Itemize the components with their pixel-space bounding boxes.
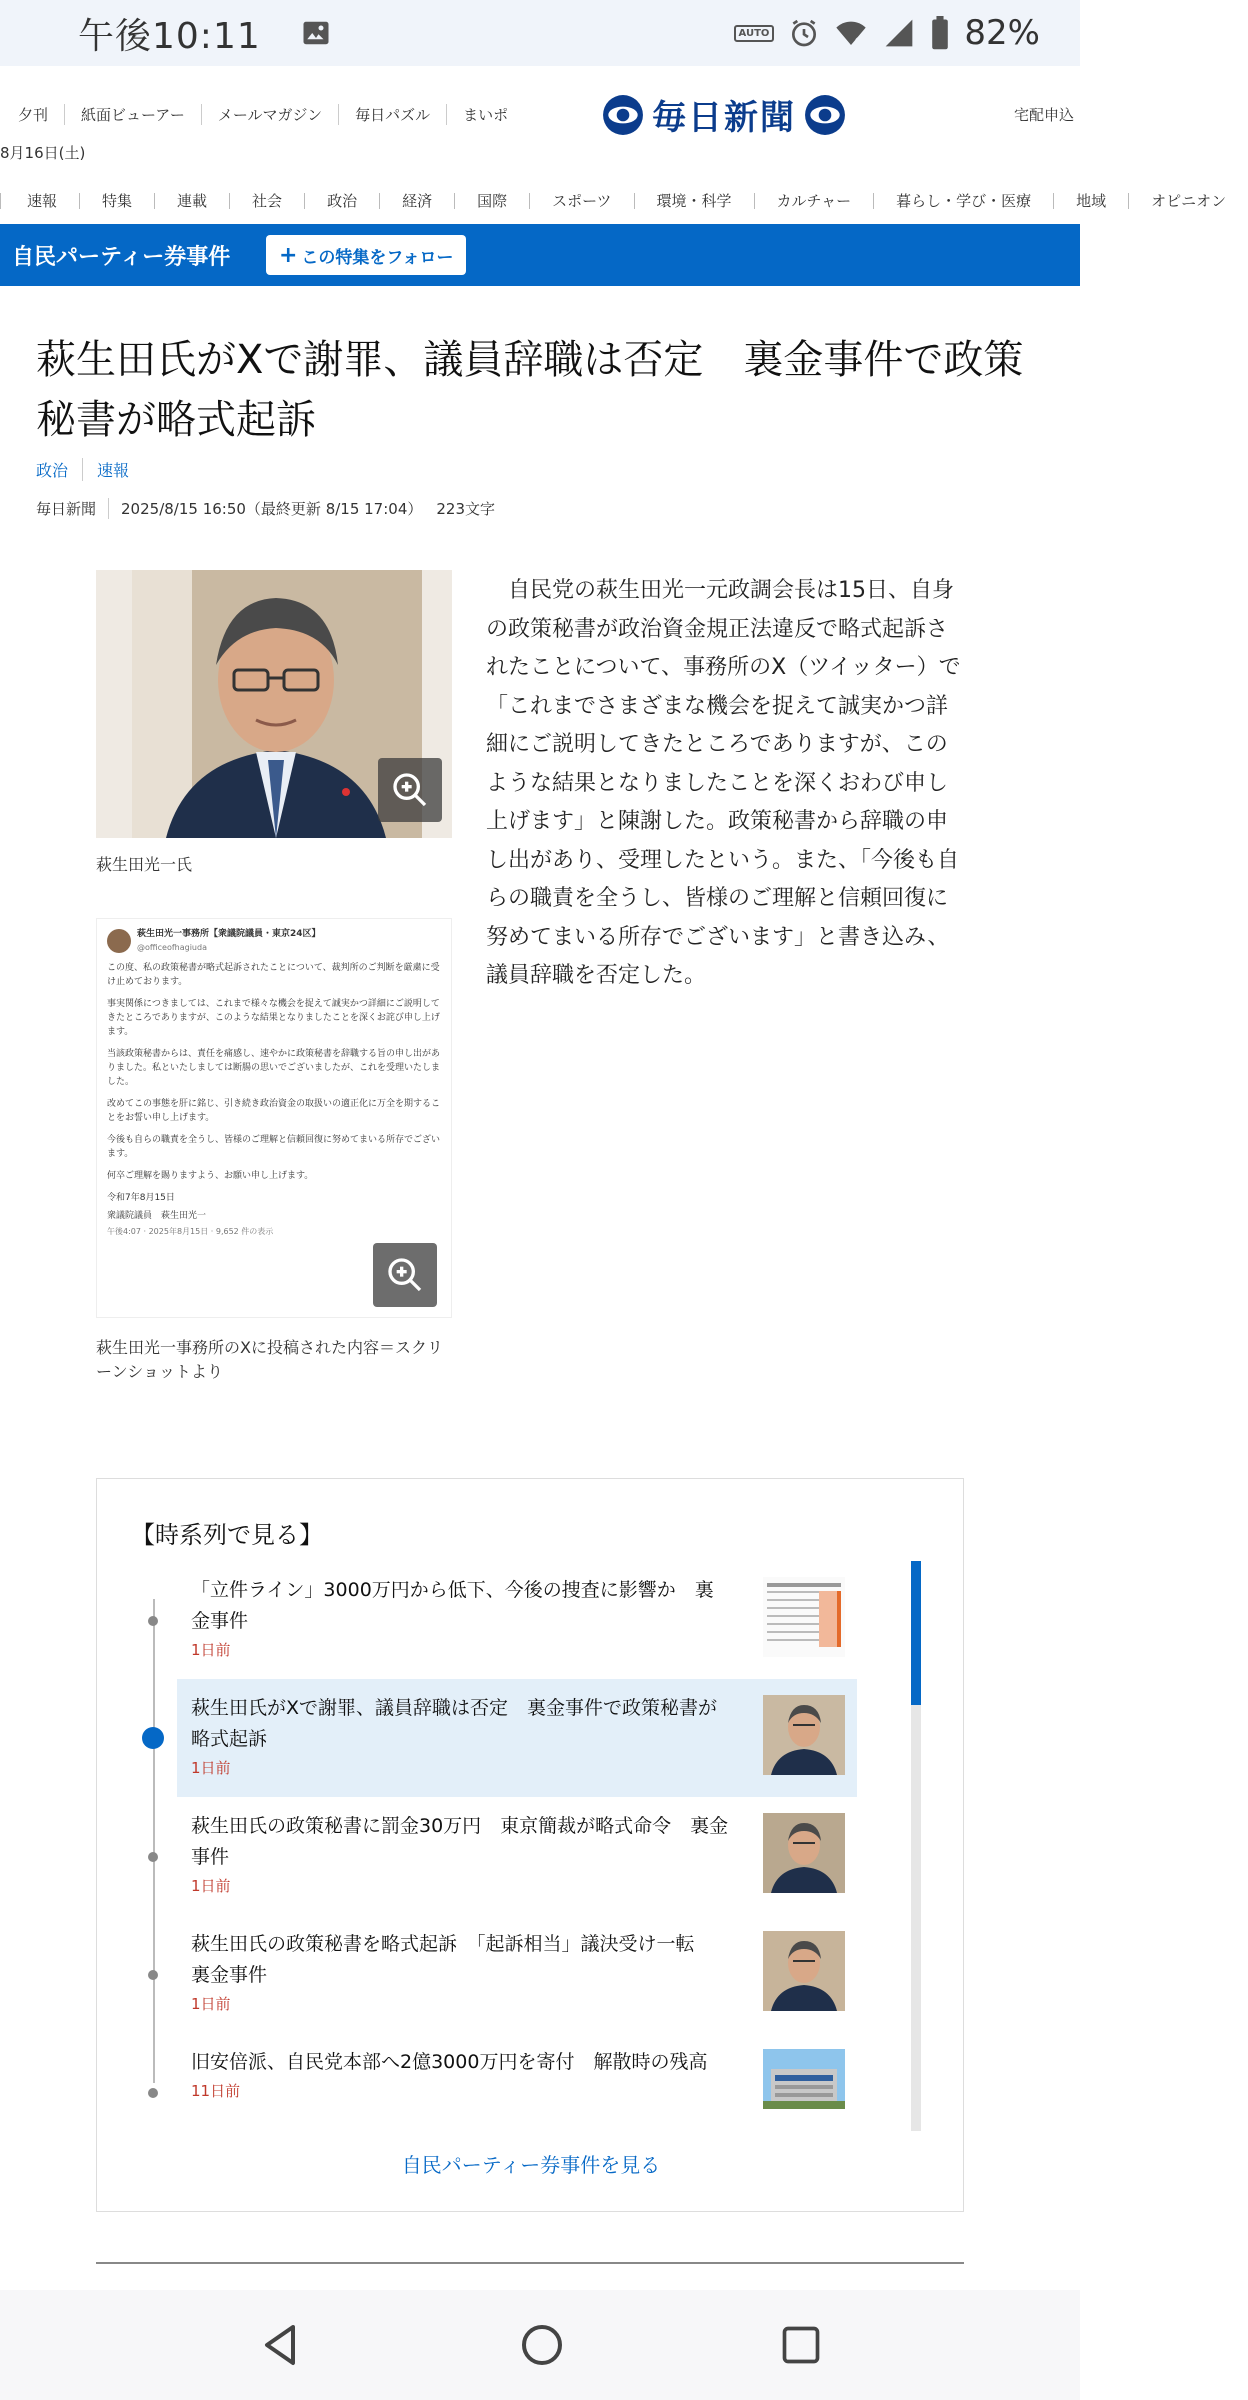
follow-label: この特集をフォロー <box>301 247 454 268</box>
timeline-item[interactable] <box>177 1797 857 1915</box>
timeline-thumbnail <box>763 1577 845 1657</box>
timeline-dot <box>148 1852 158 1862</box>
home-icon[interactable] <box>518 2321 566 2369</box>
timeline-item[interactable] <box>177 1561 857 1679</box>
auto-brightness-icon: AUTO <box>734 25 775 42</box>
zoom-in-icon <box>390 770 430 810</box>
timeline-dot <box>148 1616 158 1626</box>
document-thumbnail <box>763 1577 845 1657</box>
tag-politics[interactable]: 政治 <box>36 458 83 481</box>
timeline-item[interactable] <box>177 1915 857 2033</box>
tweet-body <box>107 961 441 1239</box>
portrait-caption: 萩生田光一氏 <box>96 855 193 874</box>
timeline-item-title: 旧安倍派、自民党本部へ2億3000万円を寄付 解散時の残高 <box>191 2051 708 2073</box>
recents-icon[interactable] <box>779 2323 823 2367</box>
link-evening-edition[interactable]: 夕刊 <box>18 106 49 124</box>
tag-breaking[interactable]: 速報 <box>97 461 130 480</box>
article-tags <box>36 458 157 481</box>
delivery-link[interactable]: 宅配申込 <box>1013 106 1074 124</box>
timeline-item-text <box>191 2047 731 2104</box>
timeline-item-time: 1日前 <box>191 1877 231 1895</box>
logo-eye-icon <box>602 94 644 136</box>
timeline-title: 【時系列で見る】 <box>131 1521 323 1549</box>
portrait-thumbnail <box>763 1695 845 1775</box>
site-header <box>0 66 1080 174</box>
status-bar <box>0 0 1080 66</box>
logo-eye-icon-right <box>804 94 846 136</box>
timeline-thumbnail <box>763 2049 845 2109</box>
timeline-thumbnail <box>763 1813 845 1893</box>
nav-breaking[interactable]: 速報 <box>0 193 79 209</box>
timeline-item-title: 「立件ライン」3000万円から低下、今後の捜査に影響か 裏金事件 <box>191 1579 714 1632</box>
timeline-item[interactable] <box>177 2033 857 2151</box>
portrait-thumbnail <box>763 1931 845 2011</box>
tweet-paragraph: 今後も自らの職責を全うし、皆様のご理解と信頼回復に努めてまいる所存でございます。 <box>107 1135 441 1159</box>
tweet-handle: @officeofhagiuda <box>137 943 207 952</box>
tweet-paragraph: 何卒ご理解を賜りますよう、お願い申し上げます。 <box>107 1171 314 1181</box>
timeline-line <box>153 1599 155 2083</box>
timeline-dot-current <box>142 1727 164 1749</box>
nav-economy[interactable]: 経済 <box>379 193 454 209</box>
article-datetime: 2025/8/15 16:50（最終更新 8/15 17:04） <box>121 500 423 518</box>
site-logo[interactable] <box>602 90 846 139</box>
follow-series-button[interactable] <box>266 235 466 275</box>
back-icon[interactable] <box>257 2321 305 2369</box>
nav-science[interactable]: 環境・科学 <box>634 193 754 209</box>
tweet-caption: 萩生田光一事務所のXに投稿された内容＝スクリーンショットより <box>96 1338 443 1381</box>
tweet-date: 令和7年8月15日 <box>107 1193 175 1203</box>
article-headline: 萩生田氏がXで謝罪、議員辞職は否定 裏金事件で政策秘書が略式起訴 <box>36 337 1024 443</box>
timeline-item-time: 1日前 <box>191 1641 231 1659</box>
tweet-paragraph: この度、私の政策秘書が略式起訴されたことについて、裁判所のご判断を厳粛に受け止めております。 <box>107 963 440 987</box>
tweet-paragraph: 事実関係につきましては、これまで様々な機会を捉えて誠実かつ詳細にご説明してきたところでありますが、このような結果となりましたことを深くお詫び申し上げます。 <box>107 999 440 1037</box>
zoom-in-icon <box>385 1255 425 1295</box>
tweet-header <box>107 927 441 955</box>
section-divider <box>96 2262 964 2264</box>
tweet-name: 萩生田光一事務所【衆議院議員・東京24区】 <box>137 929 321 939</box>
timeline-thumbnail <box>763 1695 845 1775</box>
article-meta <box>36 498 495 519</box>
nav-life[interactable]: 暮らし・学び・医療 <box>873 193 1053 209</box>
timeline-dot <box>148 2088 158 2098</box>
tweet-signature: 衆議院議員 萩生田光一 <box>107 1211 207 1221</box>
link-paper-viewer[interactable]: 紙面ビューアー <box>64 104 201 125</box>
nav-opinion[interactable]: オピニオン <box>1128 193 1248 209</box>
timeline-item-title: 萩生田氏がXで謝罪、議員辞職は否定 裏金事件で政策秘書が略式起訴 <box>191 1697 718 1750</box>
article-body: 自民党の萩生田光一元政調会長は15日、自身の政策秘書が政治資金規正法違反で略式起訴されたことについて、事務所のX（ツイッター）で「これまでさまざまな機会を捉えて誠実かつ詳細にご説明してきたところでありますが、このような結果となりましたことを深くおわび申し上げます」と陳謝した。政策秘書から辞職の申し出があり、受理したという。また、「今後も自らの職責を全うし、皆様のご理解と信頼回復に努めてまいる所存でございます」と書き込み、議員辞職を否定した。 <box>486 578 961 988</box>
timeline-box <box>96 1478 964 2212</box>
wifi-icon <box>834 17 868 49</box>
logo-text: 毎日新聞 <box>652 98 796 138</box>
portrait-photo[interactable] <box>96 570 452 838</box>
nav-politics[interactable]: 政治 <box>304 193 379 209</box>
top-links <box>0 104 524 125</box>
series-banner <box>0 224 1080 286</box>
nav-society[interactable]: 社会 <box>229 193 304 209</box>
timeline-dot <box>148 1970 158 1980</box>
nav-series[interactable]: 連載 <box>154 193 229 209</box>
timeline-thumbnail <box>763 1931 845 2011</box>
timeline-item-title: 萩生田氏の政策秘書を略式起訴 「起訴相当」議決受け一転 裏金事件 <box>191 1933 714 1986</box>
tweet-paragraph: 改めてこの事態を肝に銘じ、引き続き政治資金の取扱いの適正化に万全を期することをお誓い申し上げます。 <box>107 1099 441 1123</box>
nav-local[interactable]: 地域 <box>1053 193 1128 209</box>
nav-sports[interactable]: スポーツ <box>529 193 633 209</box>
article-source: 毎日新聞 <box>36 498 109 519</box>
image-notification-icon <box>301 18 331 48</box>
status-time: 午後10:11 <box>78 15 261 57</box>
timeline-item-time: 11日前 <box>191 2082 241 2100</box>
zoom-button[interactable] <box>378 758 442 822</box>
timeline-scroll-thumb[interactable] <box>911 1561 921 1705</box>
alarm-icon <box>788 17 820 49</box>
system-nav-bar <box>0 2290 1080 2400</box>
date-line: 8月16日(土) <box>0 144 86 162</box>
nav-culture[interactable]: カルチャー <box>754 193 874 209</box>
category-nav <box>0 180 1227 222</box>
plus-icon: + <box>278 242 298 268</box>
tweet-footer: 午後4:07 · 2025年8月15日 · 9,652 件の表示 <box>107 1227 274 1236</box>
timeline-item-time: 1日前 <box>191 1759 231 1777</box>
timeline-item-current[interactable] <box>177 1679 857 1797</box>
timeline-item-title: 萩生田氏の政策秘書に罰金30万円 東京簡裁が略式命令 裏金事件 <box>191 1815 729 1868</box>
building-thumbnail <box>763 2049 845 2109</box>
portrait-thumbnail <box>763 1813 845 1893</box>
battery-icon <box>930 16 950 50</box>
timeline-item-time: 1日前 <box>191 1995 231 2013</box>
article-char-count: 223文字 <box>436 500 496 518</box>
timeline-item-text <box>191 1929 731 2017</box>
link-maipo[interactable]: まいポ <box>446 104 524 125</box>
timeline-item-text <box>191 1693 731 1781</box>
nav-international[interactable]: 国際 <box>454 193 529 209</box>
tweet-avatar <box>107 929 131 953</box>
timeline-item-text <box>191 1575 731 1663</box>
tweet-paragraph: 当該政策秘書からは、責任を痛感し、速やかに政策秘書を辞職する旨の申し出がありました。私といたしましては断腸の思いでございましたが、これを受理いたしました。 <box>107 1049 441 1087</box>
signal-icon <box>882 17 916 49</box>
tweet-screenshot[interactable] <box>96 918 452 1318</box>
series-title[interactable]: 自民パーティー券事件 <box>12 244 231 270</box>
nav-features[interactable]: 特集 <box>79 193 154 209</box>
see-series-link[interactable]: 自民パーティー券事件を見る <box>401 2153 661 2177</box>
link-puzzle[interactable]: 毎日パズル <box>338 104 446 125</box>
battery-percent: 82% <box>964 13 1040 53</box>
link-mail-magazine[interactable]: メールマガジン <box>201 104 338 125</box>
zoom-button[interactable] <box>373 1243 437 1307</box>
timeline-item-text <box>191 1811 731 1899</box>
